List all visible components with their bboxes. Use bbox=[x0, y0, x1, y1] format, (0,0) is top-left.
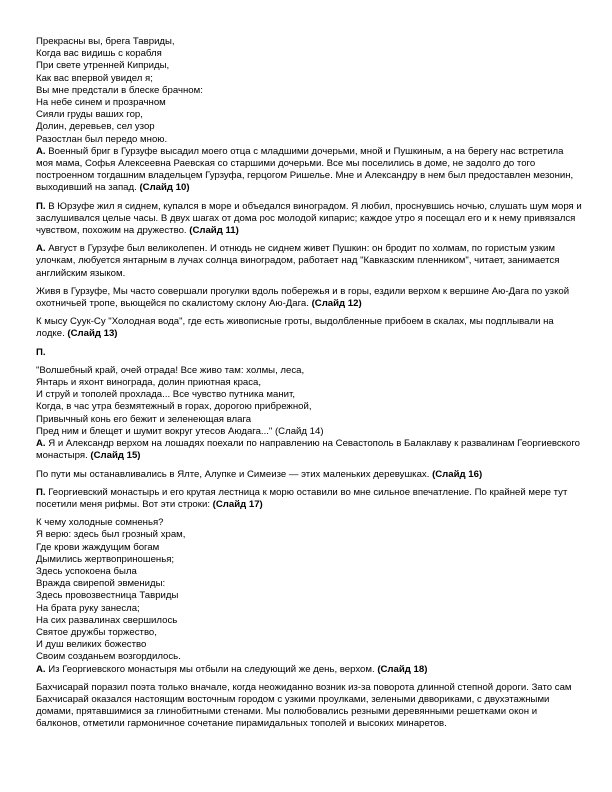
slide-reference: (Слайд 17) bbox=[212, 498, 263, 510]
poem-line: И струй и тополей прохлада... Все чувство путника манит, bbox=[36, 389, 296, 401]
poem-line: На брата руку занесла; bbox=[36, 602, 140, 614]
paragraph-text: Военный бриг в Гурзуфе высадил моего отца с младшими дочерьми, мной и Пушкиным, а на берегу нас встретила моя мама, Софья Алексеевна Раевская со старшими дочерьми. Все мы поселились в доме, не задолго до того построенном тогдашним владельцем Гурзуфа, герцогом Ришелье. Мне и Александру в нем был предоставлен мезонин, выходивший на запад. bbox=[36, 145, 574, 194]
slide-reference: (Слайд 11) bbox=[189, 225, 239, 237]
poem-line: На небе синем и прозрачном bbox=[36, 97, 166, 109]
speaker-label: П. bbox=[36, 346, 46, 358]
poem-line: Когда, в час утра безмятежный в горах, дорогою прибрежной, bbox=[36, 401, 312, 413]
poem-stanza-2 bbox=[36, 365, 582, 463]
poem-line: И душ великих божество bbox=[36, 639, 147, 651]
speaker-label: П. bbox=[36, 200, 46, 212]
speaker-label: А. bbox=[36, 243, 46, 255]
paragraph-text: Я и Александр верхом на лошадях поехали по направлению на Севастополь в Балаклаву к развалинам Георгиевского монастыря. bbox=[36, 438, 580, 462]
speaker-label: А. bbox=[36, 145, 46, 157]
poem-line: Сияли груды ваших гор, bbox=[36, 109, 143, 121]
poem-line: Долин, деревьев, сел узор bbox=[36, 121, 155, 133]
slide-reference: (Слайд 12) bbox=[311, 298, 362, 310]
paragraph-text: Живя в Гурзуфе, Мы часто совершали прогулки вдоль побережья и в горы, ездили верхом к вершине Аю-Дага по узкой охотничьей тропе, вьющейся по скалистому склону Аю-Дага. bbox=[36, 285, 570, 310]
poem-line: Разостлан был передо мною. bbox=[36, 133, 168, 145]
paragraph bbox=[36, 682, 582, 731]
speaker-label: П. bbox=[36, 486, 46, 498]
poem-line: Как вас впервой увидел я; bbox=[36, 72, 153, 84]
poem-line: К чему холодные сомненья? bbox=[36, 517, 164, 529]
paragraph-text: К мысу Суук-Су "Холодная вода", где есть живописные гроты, выдолбленные прибоем в скалах, мы подплывали на лодке. bbox=[36, 316, 554, 340]
poem-line: "Волшебный край, очей отрада! Все живо там: холмы, леса, bbox=[36, 364, 305, 376]
speaker-label: А. bbox=[36, 663, 46, 675]
poem-line: Вражда свирепой эвмениды: bbox=[36, 578, 166, 590]
poem-line: На сих развалинах свершилось bbox=[36, 614, 178, 626]
paragraph bbox=[36, 243, 582, 280]
poem-line: Вы мне предстали в блеске брачном: bbox=[36, 84, 203, 96]
poem-line: Дымились жертвоприношенья; bbox=[36, 553, 175, 565]
poem-line: Святое дружбы торжество, bbox=[36, 626, 157, 638]
poem-stanza-3 bbox=[36, 517, 582, 676]
paragraph bbox=[36, 438, 582, 462]
paragraph bbox=[36, 316, 582, 340]
slide-reference: (Слайд 15) bbox=[90, 450, 141, 462]
slide-reference: (Слайд 16) bbox=[432, 468, 483, 480]
poem-line: Здесь успокоена была bbox=[36, 565, 137, 577]
document-page bbox=[36, 36, 582, 737]
poem-stanza-1 bbox=[36, 36, 582, 195]
paragraph-text: Георгиевский монастырь и его крутая лестница к морю оставили во мне сильное впечатление. По крайней мере тут посетили меня рифмы. Вот эти строки: bbox=[36, 486, 568, 510]
paragraph-text: По пути мы останавливались в Ялте, Алупке и Симеизе — этих маленьких деревушках. bbox=[36, 468, 430, 480]
paragraph bbox=[36, 286, 582, 310]
poem-line: Привычный конь его бежит и зеленеющая влага bbox=[36, 413, 252, 425]
poem-line: Где крови жаждущим богам bbox=[36, 541, 160, 553]
poem-line: Янтарь и яхонт винограда, долин приютная краса, bbox=[36, 377, 262, 389]
paragraph-text: В Юрзуфе жил я сиднем, купался в море и объедался виноградом. Я любил, проснувшись ночью, слушать шум моря и заслушивался целые часы. В двух шагах от дома рос молодой кипарис; каждое утро я посещал его и к нему привязался чувством, похожим на дружество. bbox=[36, 200, 582, 237]
paragraph-text: Август в Гурзуфе был великолепен. И отнюдь не сиднем живет Пушкин: он бродит по холмам, по гористым узким улочкам, любуется янтарным в лучах солнца виноградом, работает над "Кавказским пленником", читает, занимается английским языком. bbox=[36, 243, 560, 279]
slide-reference: (Слайд 18) bbox=[377, 663, 428, 675]
paragraph bbox=[36, 664, 582, 676]
paragraph bbox=[36, 146, 582, 195]
poem-line: Пред ним и блещет и шумит вокруг утесов Аюдага..." (Слайд 14) bbox=[36, 425, 324, 437]
poem-line: При свете утренней Киприды, bbox=[36, 60, 170, 72]
paragraph-text: Из Георгиевского монастыря мы отбыли на следующий же день, верхом. bbox=[48, 663, 375, 675]
poem-line: Своим созданьем возгордилось. bbox=[36, 651, 181, 663]
slide-reference: (Слайд 10) bbox=[139, 182, 190, 194]
poem-line: Здесь провозвестница Тавриды bbox=[36, 590, 179, 602]
speaker-label: А. bbox=[36, 438, 46, 450]
paragraph bbox=[36, 487, 582, 511]
poem-line: Прекрасны вы, брега Тавриды, bbox=[36, 36, 175, 47]
slide-reference: (Слайд 13) bbox=[67, 328, 118, 340]
paragraph-text: Бахчисарай поразил поэта только вначале, когда неожиданно возник из-за поворота длинной степной дороги. Зато сам Бахчисарай оказался настоящим восточным городом с узкими проулками, зелеными дввориками, с двухэтажными домами, прятавшимися за глинобитными стенами. Мы полюбовались резными деревянными решетками окон и балконов, отметили гармоничное сочетание пирамидальных тополей и высоких минаретов. bbox=[36, 681, 572, 730]
poem-line: Я верю: здесь был грозный храм, bbox=[36, 529, 186, 541]
paragraph bbox=[36, 469, 582, 481]
poem-line: Когда вас видишь с корабля bbox=[36, 48, 162, 60]
paragraph bbox=[36, 201, 582, 238]
